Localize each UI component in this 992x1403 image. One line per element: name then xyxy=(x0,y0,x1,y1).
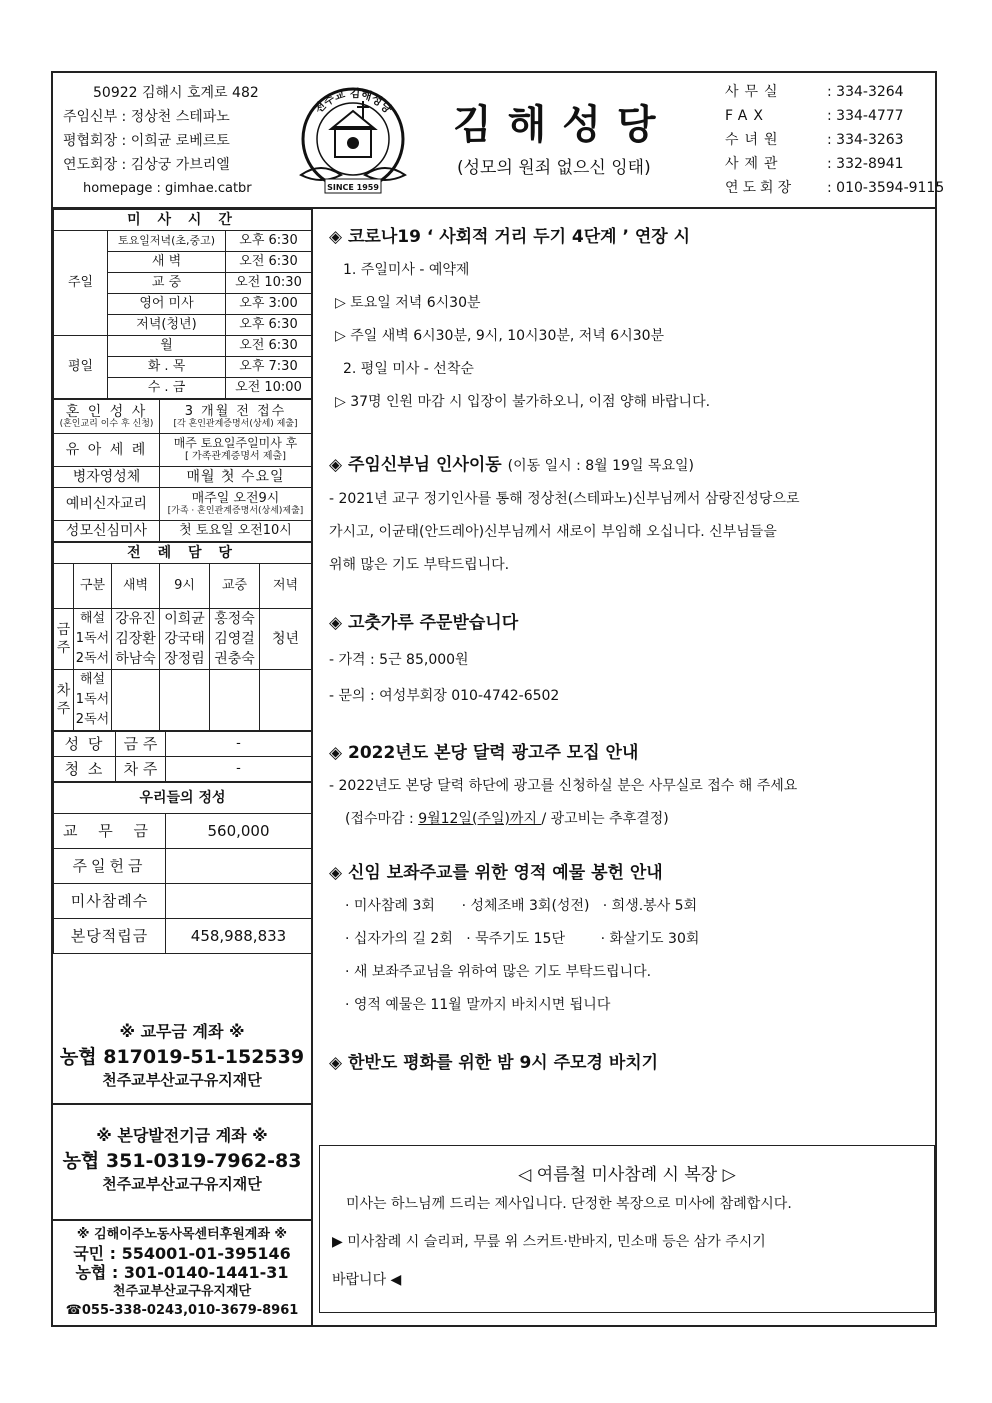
notice-title: ◁ 여름철 미사참례 시 복장 ▷ xyxy=(518,1165,736,1185)
tithe-account: ※ 교무금 계좌 ※ 농협 817019-51-152539 천주교부산교구유지재단 xyxy=(59,1022,305,1089)
pastor: 주임신부 : 정상천 스테파노 xyxy=(63,109,230,125)
contact-list xyxy=(725,80,944,200)
divider xyxy=(53,1103,311,1105)
cleaning-table: 성 당 금 주 - 청 소 차 주 - xyxy=(53,731,312,782)
weekday-label: 평일 xyxy=(54,336,108,399)
liturgy-table: 전 례 담 당 구분 새벽 9시 교중 저녁 금주 해설 1독서 2독서 강유진 김장환 하남숙 이희균 강국태 장정림 홍정숙 김영걸 권충숙 청년 차주 해설 1독서 2독서 xyxy=(53,542,312,731)
news-calendar-ads: ◈ 2022년도 본당 달력 광고주 모집 안내 - 2022년도 본당 달력 하단에 광고를 신청하실 분은 사무실로 접수 해 주세요 (접수마감 : 9월12일(주일)까지 / 광고비는 추후결정) xyxy=(329,743,798,827)
parish-title: 김해성당 xyxy=(453,102,672,148)
sacrament-table: 혼 인 성 사 (혼인교리 이수 후 신청) 3 개월 전 접수 [각 혼인관계증명서(상세) 제출] 유 아 세 례 매주 토요일주일미사 후 [ 가족관계증명서 제출] 병자영성체 매월 첫 수요일 예비신자교리 매주일 오전9시 [가족 · 혼인관계증명서(상세)제출] 성모신심미사 첫 토요일 오전10시 xyxy=(53,399,312,542)
news-pastor-transfer: ◈ 주임신부님 인사이동 (이동 일시 : 8월 19일 목요일) - 2021년 교구 정기인사를 통해 정상천(스테파노)신부님께서 삼랑진성당으로 가시고, 이균태(안드레아)신부님께서 새로이 부임해 오십니다. 신부님들을 위해 많은 기도 부탁드립니다. xyxy=(329,455,800,573)
contact-convent: 수녀원 : 334-3263 xyxy=(725,132,904,148)
contact-office: 사무실 : 334-3264 xyxy=(725,84,904,100)
next-week-label: 차주 xyxy=(54,670,74,731)
parish-logo xyxy=(291,79,416,204)
homepage: homepage : gimhae.catbr xyxy=(83,181,252,196)
mass-title: 미 사 시 간 xyxy=(54,210,312,231)
labor-center-account: ※ 김해이주노동사목센터후원계좌 ※ 국민 : 554001-01-395146 농협 : 301-0140-1441-31 천주교부산교구유지재단 ☎055-338-0243,010-3679-8961 xyxy=(65,1227,299,1318)
contact-rectory: 사제관 : 332-8941 xyxy=(725,156,904,172)
council-president: 평협회장 : 이희균 로베르토 xyxy=(63,133,230,149)
news-spiritual-offering: ◈ 신임 보좌주교를 위한 영적 예물 봉헌 안내 · 미사참례 3회 · 성체조배 3회(성전) · 희생.봉사 5회 · 십자가의 길 2회 · 묵주기도 15단 · 화살기도 30회 · 새 보좌주교님을 위하여 많은 기도 부탁드립니다. · 영적 예물은 11월 말까지 바치시면 됩니다 xyxy=(329,863,700,1013)
news-covid: ◈ 코로나19 ‘ 사회적 거리 두기 4단계 ’ 연장 시 1. 주일미사 - 예약제 ▷ 토요일 저녁 6시30분 ▷ 주일 새벽 6시30분, 9시, 10시30분, 저녁 6시30분 2. 평일 미사 - 선착순 ▷ 37명 인원 마감 시 입장이 불가하오니, 이점 양해 바랍니다. xyxy=(329,227,711,410)
sunday-label: 주일 xyxy=(54,231,108,336)
summer-dress-notice: ◁ 여름철 미사참례 시 복장 ▷ 미사는 하느님께 드리는 제사입니다. 단정한 복장으로 미사에 참례합시다. ▶ 미사참례 시 슬리퍼, 무릎 위 스커트·반바지, 민소매 등은 삼가 주시기 바랍니다 ◀ xyxy=(319,1145,935,1313)
logo-since: SINCE 1959 xyxy=(327,183,379,192)
region-president: 연도회장 : 김상궁 가브리엘 xyxy=(63,157,230,173)
contact-fax: FAX : 334-4777 xyxy=(725,108,904,124)
contact-region: 연도회장 : 010-3594-9115 xyxy=(725,180,945,196)
offering-title: 우리들의 정성 xyxy=(54,783,312,814)
mass-schedule-table: 미 사 시 간 주일 토요일저녁(초,중고) 오후 6:30 새 벽 오전 6:30 교 중 오전 10:30 영어 미사 오후 3:00 저녁(청년) 오후 6:30 평일 월 오전 6:30 화 . 목 오후 7:30 수 . 금 오전 10:00 xyxy=(53,209,312,399)
parish-info xyxy=(63,81,259,201)
left-column xyxy=(53,209,313,1325)
news-peace-prayer: ◈ 한반도 평화를 위한 밤 9시 주모경 바치기 xyxy=(329,1053,659,1073)
news-pepper: ◈ 고춧가루 주문받습니다 - 가격 : 5근 85,000원 - 문의 : 여성부회장 010-4742-6502 xyxy=(329,613,560,704)
offering-table: 우리들의 정성 교 무 금 560,000 주일헌금 미사참례수 본당적립금 458,988,833 xyxy=(53,782,312,954)
header xyxy=(53,73,945,209)
bulletin-page xyxy=(51,71,945,1327)
announcements xyxy=(315,209,933,1325)
address: 50922 김해시 호계로 482 xyxy=(93,85,259,101)
divider xyxy=(53,1219,311,1221)
logo-text: 천주교 김해성당 xyxy=(311,86,395,116)
development-account: ※ 본당발전기금 계좌 ※ 농협 351-0319-7962-83 천주교부산교구유지재단 xyxy=(62,1126,302,1193)
this-week-label: 금주 xyxy=(54,609,74,670)
liturgy-title: 전 례 담 당 xyxy=(54,543,312,564)
parish-subtitle: (성모의 원죄 없으신 잉태) xyxy=(457,158,651,178)
